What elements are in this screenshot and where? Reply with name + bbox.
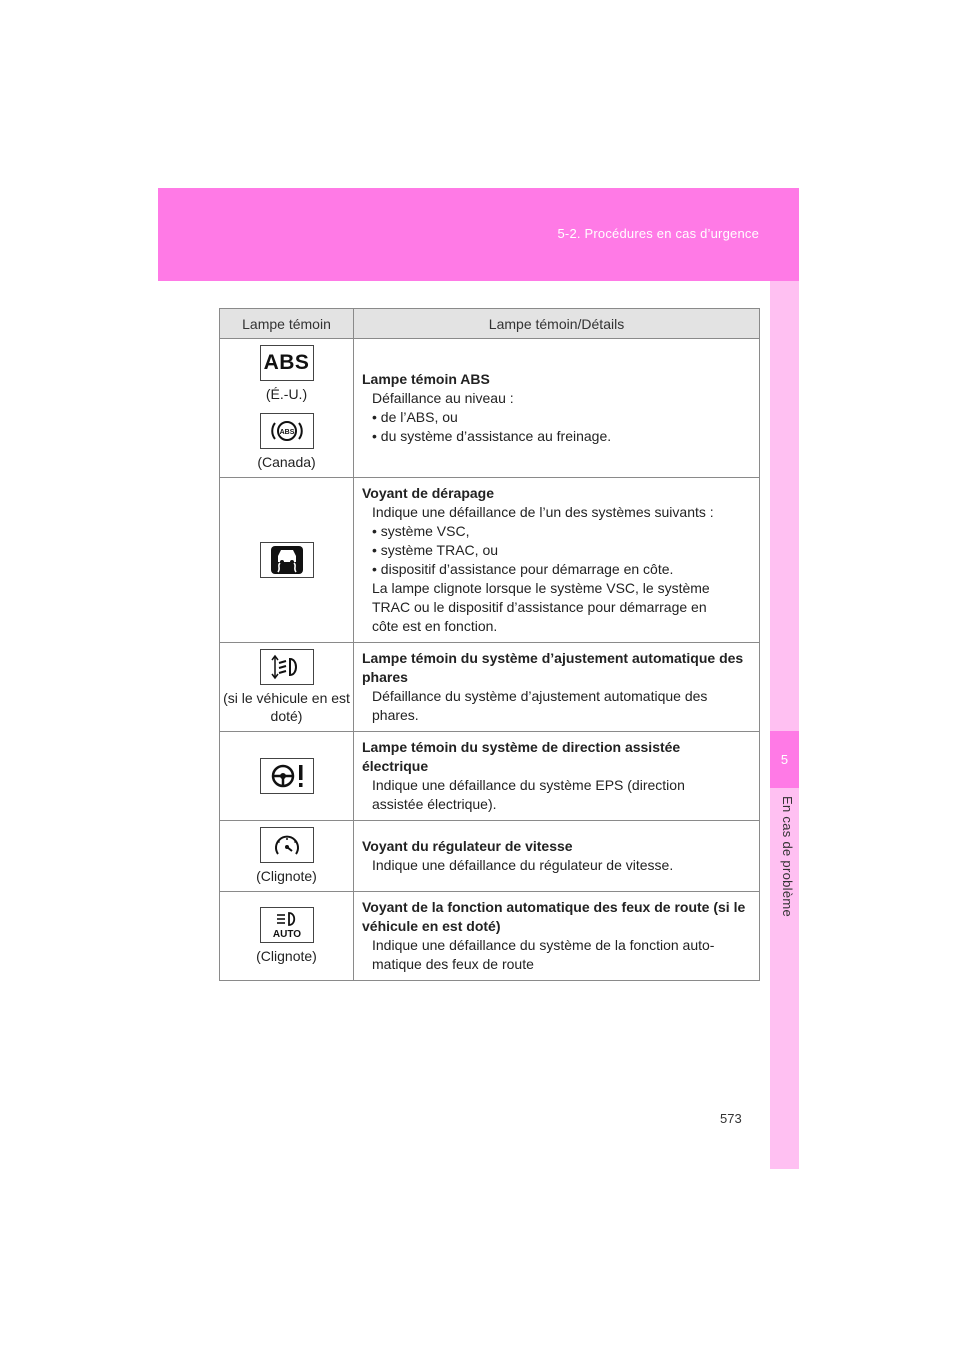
icon-cell — [220, 478, 354, 643]
steering-warning-icon — [260, 758, 314, 794]
description-body: Indique une défaillance de l’un des systèmes suivants : • système VSC, • système TRAC, ou • dispositif d’assistance pour démarrage en côte. La lampe clignote lorsque le système VSC, le système TRAC ou le dispositif d’assistance pour démarrage en côte est en fonction. — [372, 504, 714, 634]
headlight-leveling-icon — [260, 649, 314, 685]
description-title: Lampe témoin du système de direction assistée électrique — [362, 739, 681, 774]
icon-caption: (Canada) — [257, 454, 316, 470]
chapter-label: En cas de problème — [780, 796, 795, 918]
table-row — [220, 892, 760, 981]
description-body: Indique une défaillance du système EPS (direction assistée électrique). — [372, 777, 685, 812]
header-band — [158, 188, 799, 281]
abs-circle-icon — [260, 413, 314, 449]
description-cell — [354, 478, 760, 643]
description-cell — [354, 339, 760, 478]
description-body: Défaillance au niveau : • de l’ABS, ou • du système d’assistance au freinage. — [372, 390, 612, 444]
icon-cell — [220, 892, 354, 981]
cruise-control-icon — [260, 827, 314, 863]
abs-icon: ABS — [260, 345, 314, 381]
icon-cell — [220, 821, 354, 892]
description-body: Indique une défaillance du régulateur de vitesse. — [372, 857, 674, 873]
skid-icon — [260, 542, 314, 578]
table-row — [220, 643, 760, 732]
description-body: Indique une défaillance du système de la fonction auto- matique des feux de route — [372, 937, 715, 972]
svg-text:ABS: ABS — [279, 429, 294, 436]
page-number: 573 — [720, 1111, 742, 1126]
description-title: Lampe témoin ABS — [362, 371, 490, 387]
description-title: Voyant de la fonction automatique des feux de route (si le véhicule en est doté) — [362, 899, 746, 934]
table-row — [220, 478, 760, 643]
warning-light-table — [219, 308, 760, 981]
description-title: Lampe témoin du système d’ajustement automatique des phares — [362, 650, 744, 685]
table-row — [220, 732, 760, 821]
header-details: Lampe témoin/Détails — [354, 309, 760, 339]
description-cell — [354, 892, 760, 981]
icon-caption: (si le véhicule en est doté) — [223, 690, 350, 724]
description-title: Voyant de dérapage — [362, 485, 495, 501]
description-cell — [354, 732, 760, 821]
header-lamp: Lampe témoin — [220, 309, 354, 339]
section-title: 5-2. Procédures en cas d’urgence — [557, 226, 759, 241]
chapter-number: 5 — [770, 731, 799, 788]
icon-caption: (É.-U.) — [265, 386, 308, 402]
description-title: Voyant du régulateur de vitesse — [362, 838, 573, 854]
auto-high-beam-icon — [260, 907, 314, 943]
description-cell — [354, 643, 760, 732]
icon-caption: (Clignote) — [256, 868, 317, 884]
description-cell — [354, 821, 760, 892]
description-body: Défaillance du système d’ajustement automatique des phares. — [372, 688, 708, 723]
icon-cell — [220, 339, 354, 478]
icon-cell — [220, 643, 354, 732]
icon-caption: (Clignote) — [256, 948, 317, 964]
icon-cell — [220, 732, 354, 821]
table-header-row — [220, 309, 760, 339]
side-tab — [770, 281, 799, 1169]
table-row — [220, 821, 760, 892]
svg-text:AUTO: AUTO — [272, 929, 301, 940]
table-row — [220, 339, 760, 478]
